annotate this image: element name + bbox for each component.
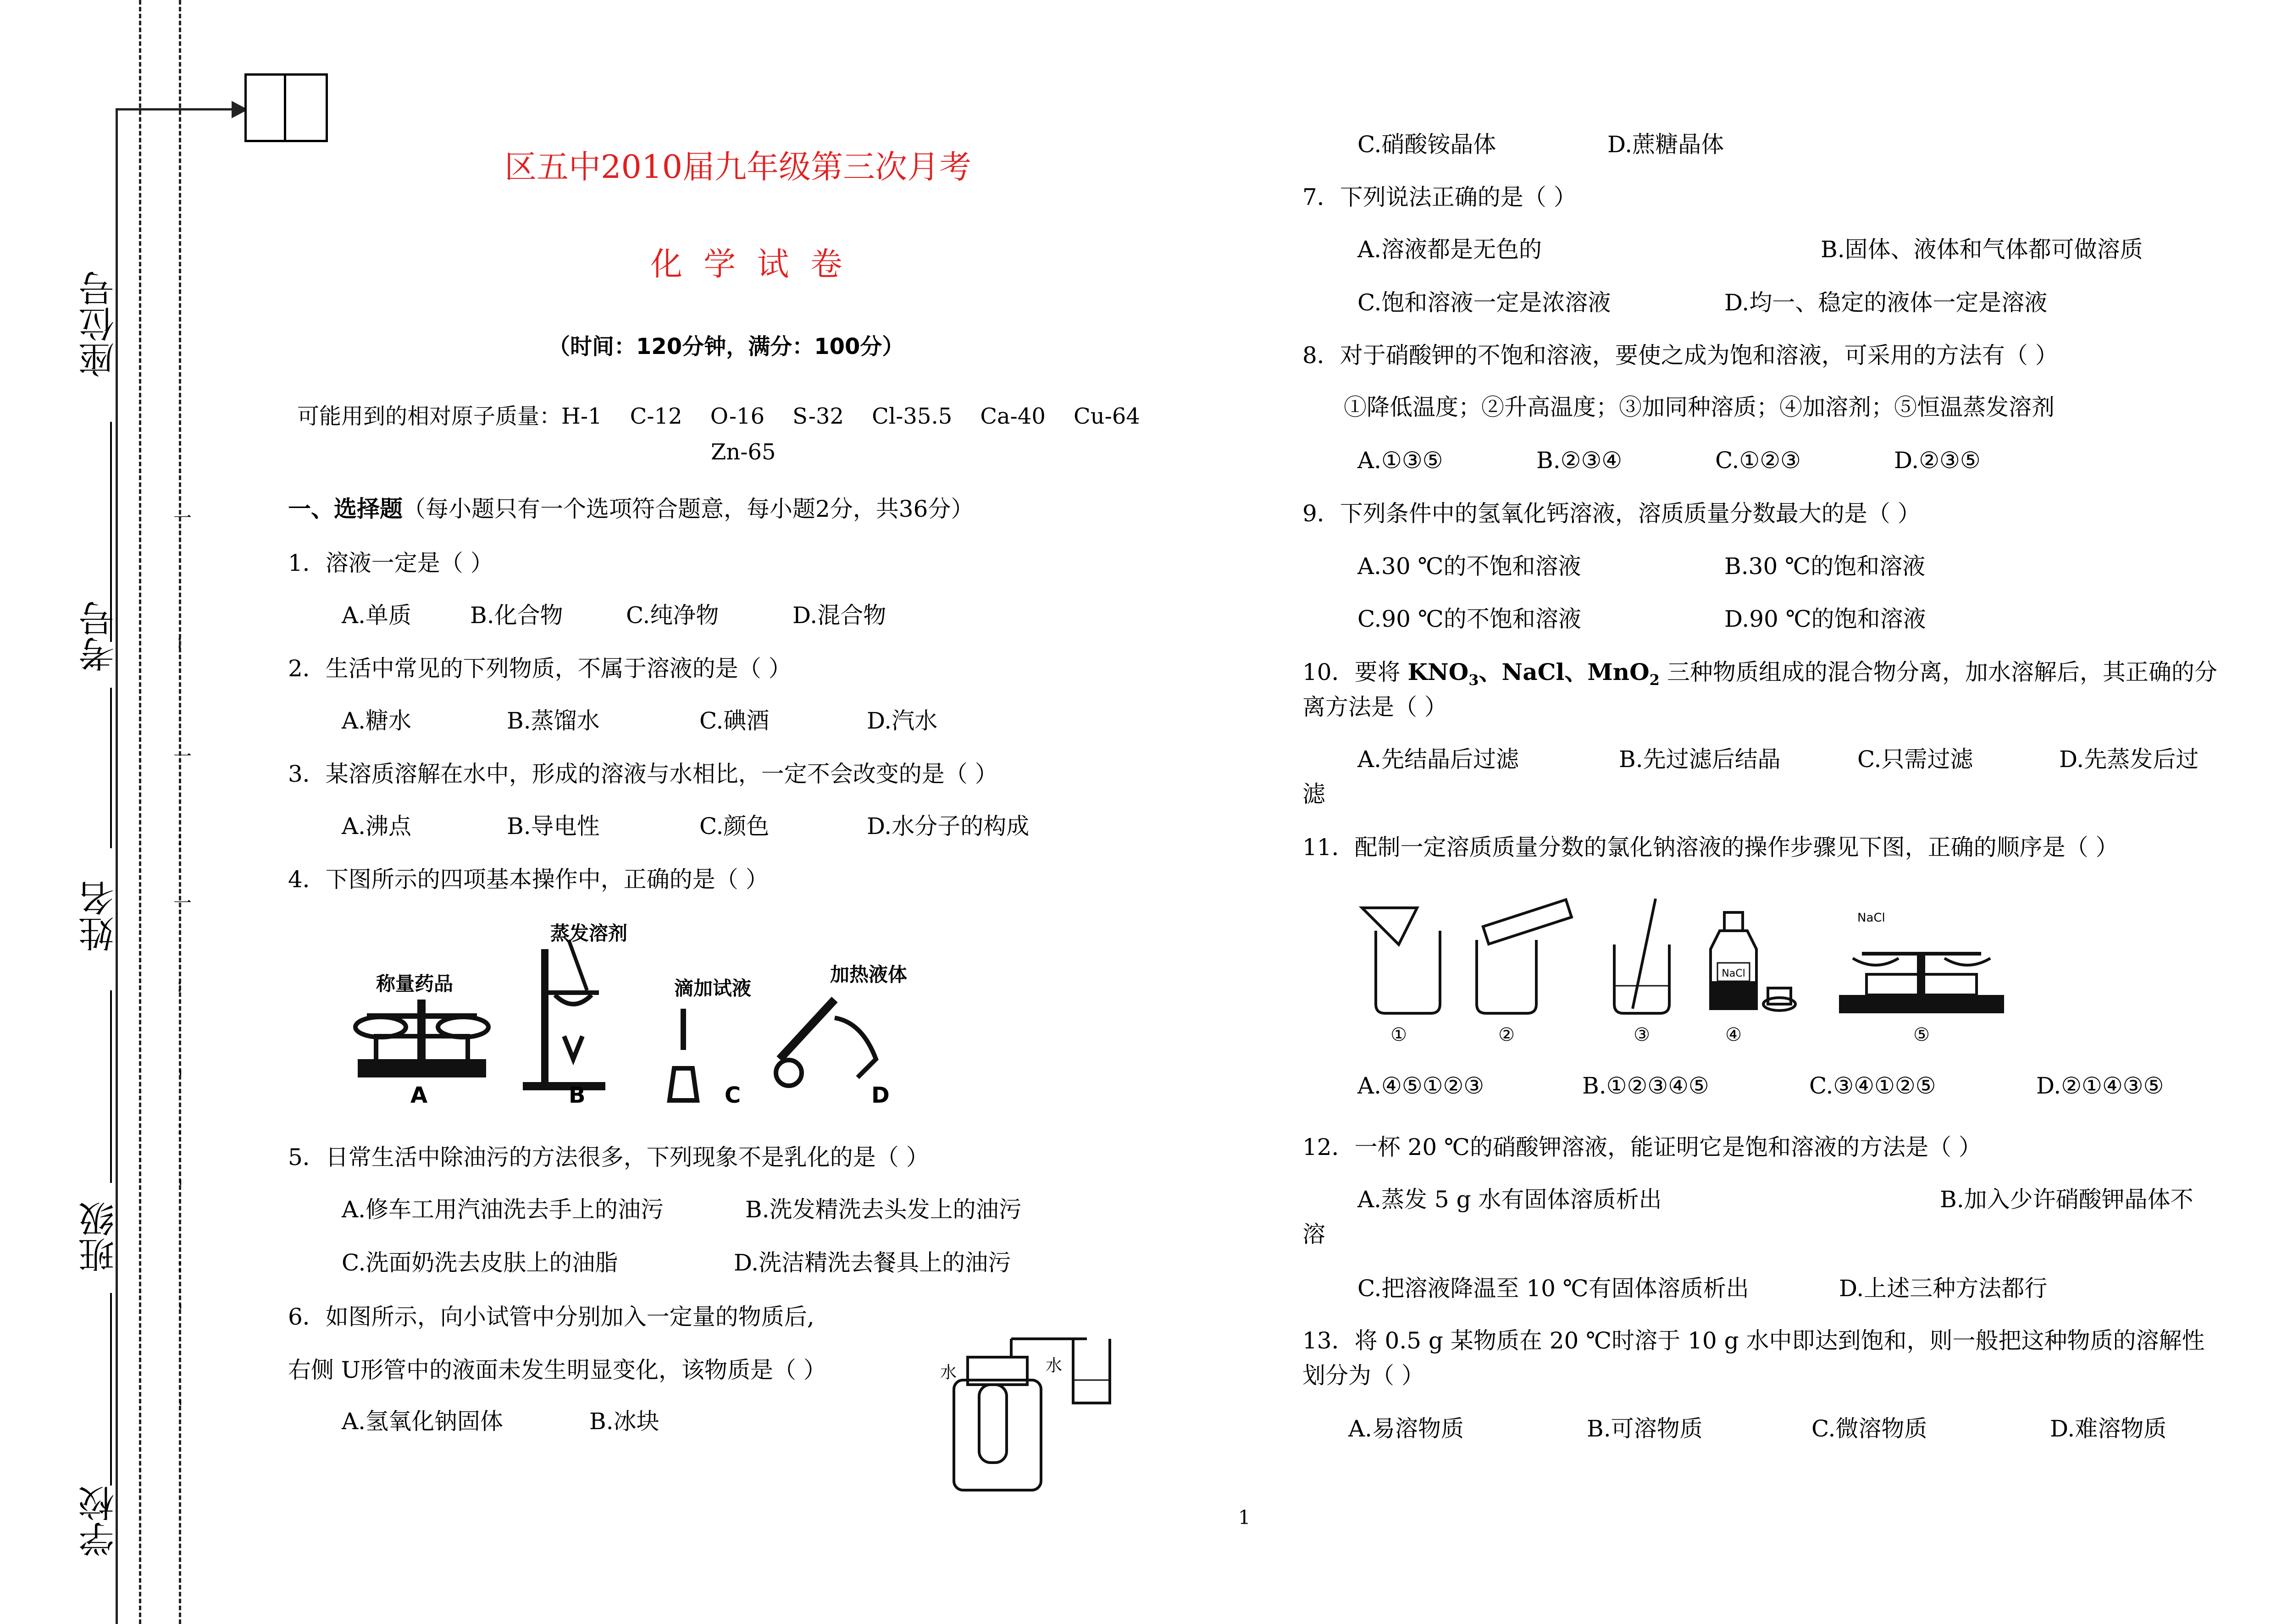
q7-option-a[interactable]: A.溶液都是无色的: [1357, 236, 1542, 263]
q6-option-a[interactable]: A.氢氧化钠固体: [342, 1408, 504, 1435]
margin-mark: :: [177, 829, 183, 850]
q11-stem: 11．配制一定溶质质量分数的氯化钠溶液的操作步骤见下图，正确的顺序是（ ）: [1302, 834, 2119, 861]
q7-stem: 7．下列说法正确的是（ ）: [1302, 184, 1577, 210]
q13-option-d[interactable]: D.难溶物质: [2050, 1415, 2167, 1442]
q10-subscript-2: 2: [1649, 671, 1660, 689]
margin-mark: ': [178, 1067, 183, 1088]
q8-option-c[interactable]: C.①②③: [1715, 447, 1801, 474]
margin-mark: :: [177, 631, 183, 652]
margin-mark: ': [178, 1177, 183, 1198]
q3-option-c[interactable]: C.颜色: [699, 813, 770, 840]
exam-subtitle: 化 学 试 卷: [650, 245, 848, 283]
q5-stem: 5．日常生活中除油污的方法很多，下列现象不是乳化的是（ ）: [288, 1144, 929, 1171]
q11-step-1: ①: [1390, 1024, 1407, 1045]
q8-option-b[interactable]: B.②③④: [1536, 447, 1623, 474]
q13-option-c[interactable]: C.微溶物质: [1811, 1415, 1927, 1442]
q3-option-d[interactable]: D.水分子的构成: [867, 813, 1030, 840]
q6-water-label-1: 水: [940, 1363, 957, 1382]
q4-letter-b: B: [569, 1083, 586, 1108]
q10-stem: [1302, 658, 2217, 689]
q4-label-b: 蒸发溶剂: [550, 922, 628, 945]
q10-option-d-wrap: 滤: [1302, 781, 1325, 807]
margin-mark: :: [177, 1255, 183, 1276]
q4-stem: 4．下图所示的四项基本操作中，正确的是（ ）: [288, 866, 769, 893]
margin-mark: 一: [173, 746, 192, 767]
heating-tube-icon: [776, 1000, 876, 1086]
q1-option-c[interactable]: C.纯净物: [626, 602, 719, 629]
q6-water-label-2: 水: [1046, 1356, 1063, 1375]
section-title: 一、选择题: [288, 495, 403, 522]
name-label: 姓名: [79, 880, 120, 952]
q9-stem: 9．下列条件中的氢氧化钙溶液，溶质质量分数最大的是（ ）: [1302, 500, 1921, 527]
u-tube-icon: [1073, 1339, 1110, 1403]
page-number: 1: [1238, 1506, 1251, 1529]
weighing-balance-icon: [1839, 911, 2004, 1045]
q8-option-a[interactable]: A.①③⑤: [1357, 447, 1443, 474]
flask-icon: [954, 1380, 1041, 1490]
atomic-masses-line1: 可能用到的相对原子质量：H-1 C-12 O-16 S-32 Cl-35.5 Ca-40 Cu-64: [297, 403, 1140, 429]
q9-option-d[interactable]: D.90 ℃的饱和溶液: [1724, 606, 1926, 632]
stirring-beaker-icon: [1614, 899, 1669, 1045]
q12-option-c[interactable]: C.把溶液降温至 10 ℃有固体溶质析出: [1357, 1275, 1749, 1302]
beaker-icon: [1362, 908, 1440, 1045]
class-field[interactable]: [110, 1293, 112, 1486]
q5-option-d[interactable]: D.洗洁精洗去餐具上的油污: [734, 1249, 1011, 1276]
q10-stem-prefix: 10．要将: [1302, 659, 1408, 685]
exam-number-label: 考号: [79, 601, 120, 672]
dashed-fold-line-inner: [179, 0, 181, 1624]
q5-option-c[interactable]: C.洗面奶洗去皮肤上的油脂: [342, 1249, 618, 1276]
q10-stem-suffix: 三种物质组成的混合物分离，加水溶解后，其正确的分: [1659, 659, 2217, 685]
small-test-tube-icon: [979, 1385, 1007, 1463]
class-label: 班级: [79, 1201, 120, 1273]
reagent-bottle-icon: [1711, 912, 1795, 1045]
q4-label-d: 加热液体: [830, 963, 908, 986]
q7-option-c[interactable]: C.饱和溶液一定是浓溶液: [1357, 289, 1611, 316]
seat-number-label: 座位号: [79, 271, 120, 378]
q4-letter-c: C: [725, 1083, 741, 1108]
q5-option-a[interactable]: A.修车工用汽油洗去手上的油污: [342, 1196, 664, 1223]
margin-mark: :: [177, 975, 183, 996]
q10-stem-line2: 离方法是（ ）: [1302, 694, 1447, 720]
q2-option-a[interactable]: A.糖水: [342, 707, 412, 734]
q11-option-a[interactable]: A.④⑤①②③: [1357, 1072, 1484, 1099]
q3-option-b[interactable]: B.导电性: [507, 813, 600, 840]
q12-option-d[interactable]: D.上述三种方法都行: [1839, 1275, 2048, 1302]
margin-mark: 一: [173, 508, 192, 529]
atomic-masses-line2: Zn-65: [711, 439, 776, 465]
time-info: （时间：120分钟，满分：100分）: [548, 334, 904, 359]
q10-subscript-3: 3: [1468, 671, 1479, 689]
q10-option-c[interactable]: C.只需过滤: [1857, 746, 1973, 773]
q13-stem: 13．将 0.5 g 某物质在 20 ℃时溶于 10 g 水中即达到饱和，则一般把这种物质的溶解性: [1302, 1327, 2205, 1354]
school-label: 学校: [79, 1486, 120, 1557]
q7-option-d[interactable]: D.均一、稳定的液体一定是溶液: [1724, 289, 2048, 316]
balance-icon: [355, 1000, 488, 1077]
q2-option-b[interactable]: B.蒸馏水: [507, 707, 600, 734]
q4-letter-a: A: [410, 1083, 428, 1108]
name-field[interactable]: [110, 990, 112, 1183]
q6-stem-line2: 右侧 U形管中的液面未发生明显变化，该物质是（ ）: [288, 1357, 826, 1383]
q13-stem-line2: 划分为（ ）: [1302, 1362, 1424, 1389]
q12-option-b-wrap: 溶: [1302, 1221, 1325, 1248]
q2-stem: 2．生活中常见的下列物质，不属于溶液的是（ ）: [288, 655, 792, 682]
q10-option-b[interactable]: B.先过滤后结晶: [1619, 746, 1781, 773]
q11-bottle-label: NaCl: [1722, 968, 1745, 979]
q1-option-b[interactable]: B.化合物: [470, 602, 563, 629]
q11-step-3: ③: [1634, 1024, 1650, 1045]
pouring-cylinder-icon: [1477, 900, 1572, 1045]
q6-option-d[interactable]: D.蔗糖晶体: [1607, 131, 1724, 158]
q1-option-a[interactable]: A.单质: [342, 602, 412, 629]
q12-option-b[interactable]: B.加入少许硝酸钾晶体不: [1940, 1186, 2193, 1213]
q6-option-b[interactable]: B.冰块: [589, 1408, 659, 1435]
exam-title: 区五中2010届九年级第三次月考: [504, 148, 972, 186]
q10-option-a[interactable]: A.先结晶后过滤: [1357, 746, 1519, 773]
seat-number-box[interactable]: [244, 73, 328, 142]
q11-option-b[interactable]: B.①②③④⑤: [1582, 1072, 1709, 1099]
q11-balance-label: NaCl: [1857, 911, 1885, 925]
q6-option-c[interactable]: C.硝酸铵晶体: [1357, 131, 1496, 158]
q1-stem: 1．溶液一定是（ ）: [288, 550, 493, 576]
q7-option-b[interactable]: B.固体、液体和气体都可做溶质: [1821, 236, 2143, 263]
seat-box-divider: [284, 76, 286, 140]
margin-mark: :: [177, 1117, 183, 1138]
q10-formula-nacl-mno2: 、NaCl、MnO: [1479, 658, 1650, 685]
q12-stem: 12．一杯 20 ℃的硝酸钾溶液，能证明它是饱和溶液的方法是（ ）: [1302, 1134, 1982, 1160]
evaporating-stand-icon: [523, 940, 605, 1090]
q2-option-c[interactable]: C.碘酒: [699, 707, 770, 734]
q10-formula-kno3: KNO: [1407, 658, 1469, 685]
q11-solution-steps-figure: [1357, 894, 2022, 1055]
q13-option-a[interactable]: A.易溶物质: [1348, 1415, 1464, 1442]
q3-option-a[interactable]: A.沸点: [342, 813, 412, 840]
q11-step-2: ②: [1498, 1024, 1515, 1045]
margin-mark: 一: [173, 893, 192, 914]
q4-lab-operations-figure: [349, 922, 954, 1123]
exam-number-field[interactable]: [110, 688, 112, 848]
q13-option-b[interactable]: B.可溶物质: [1587, 1415, 1703, 1442]
q9-option-b[interactable]: B.30 ℃的饱和溶液: [1724, 553, 1926, 580]
q4-label-c: 滴加试液: [674, 977, 752, 1000]
q8-methods: ①降低温度；②升高温度；③加同种溶质；④加溶剂；⑤恒温蒸发溶剂: [1344, 394, 2055, 420]
q2-option-d[interactable]: D.汽水: [867, 707, 938, 734]
dashed-fold-line-outer: [139, 0, 141, 1624]
q5-option-b[interactable]: B.洗发精洗去头发上的油污: [745, 1196, 1022, 1223]
q11-option-d[interactable]: D.②①④③⑤: [2036, 1072, 2164, 1099]
q1-option-d[interactable]: D.混合物: [792, 602, 886, 629]
q11-step-4: ④: [1725, 1024, 1742, 1045]
q9-option-a[interactable]: A.30 ℃的不饱和溶液: [1357, 553, 1581, 580]
q8-stem: 8．对于硝酸钾的不饱和溶液，要使之成为饱和溶液，可采用的方法有（ ）: [1302, 342, 2058, 369]
q8-option-d[interactable]: D.②③⑤: [1894, 447, 1981, 474]
q4-label-a: 称量药品: [376, 972, 454, 995]
margin-mark: ': [178, 1397, 183, 1418]
q12-option-a[interactable]: A.蒸发 5 g 水有固体溶质析出: [1357, 1186, 1662, 1213]
margin-mark: ': [178, 1301, 183, 1322]
section-heading: [288, 495, 974, 523]
q10-option-d[interactable]: D.先蒸发后过: [2059, 746, 2199, 773]
q11-option-c[interactable]: C.③④①②⑤: [1809, 1072, 1936, 1099]
test-tube-dropper-icon: [670, 1009, 697, 1100]
q6-stem-line1: 6．如图所示，向小试管中分别加入一定量的物质后,: [288, 1304, 814, 1330]
section-note: （每小题只有一个选项符合题意，每小题2分，共36分）: [403, 496, 974, 522]
q3-stem: 3．某溶质溶解在水中，形成的溶液与水相比，一定不会改变的是（ ）: [288, 761, 998, 787]
q4-letter-d: D: [871, 1083, 890, 1108]
q9-option-c[interactable]: C.90 ℃的不饱和溶液: [1357, 606, 1581, 632]
arrow-shaft: [116, 108, 239, 110]
q6-u-tube-apparatus-figure: [936, 1330, 1119, 1499]
q11-step-5: ⑤: [1913, 1024, 1930, 1045]
